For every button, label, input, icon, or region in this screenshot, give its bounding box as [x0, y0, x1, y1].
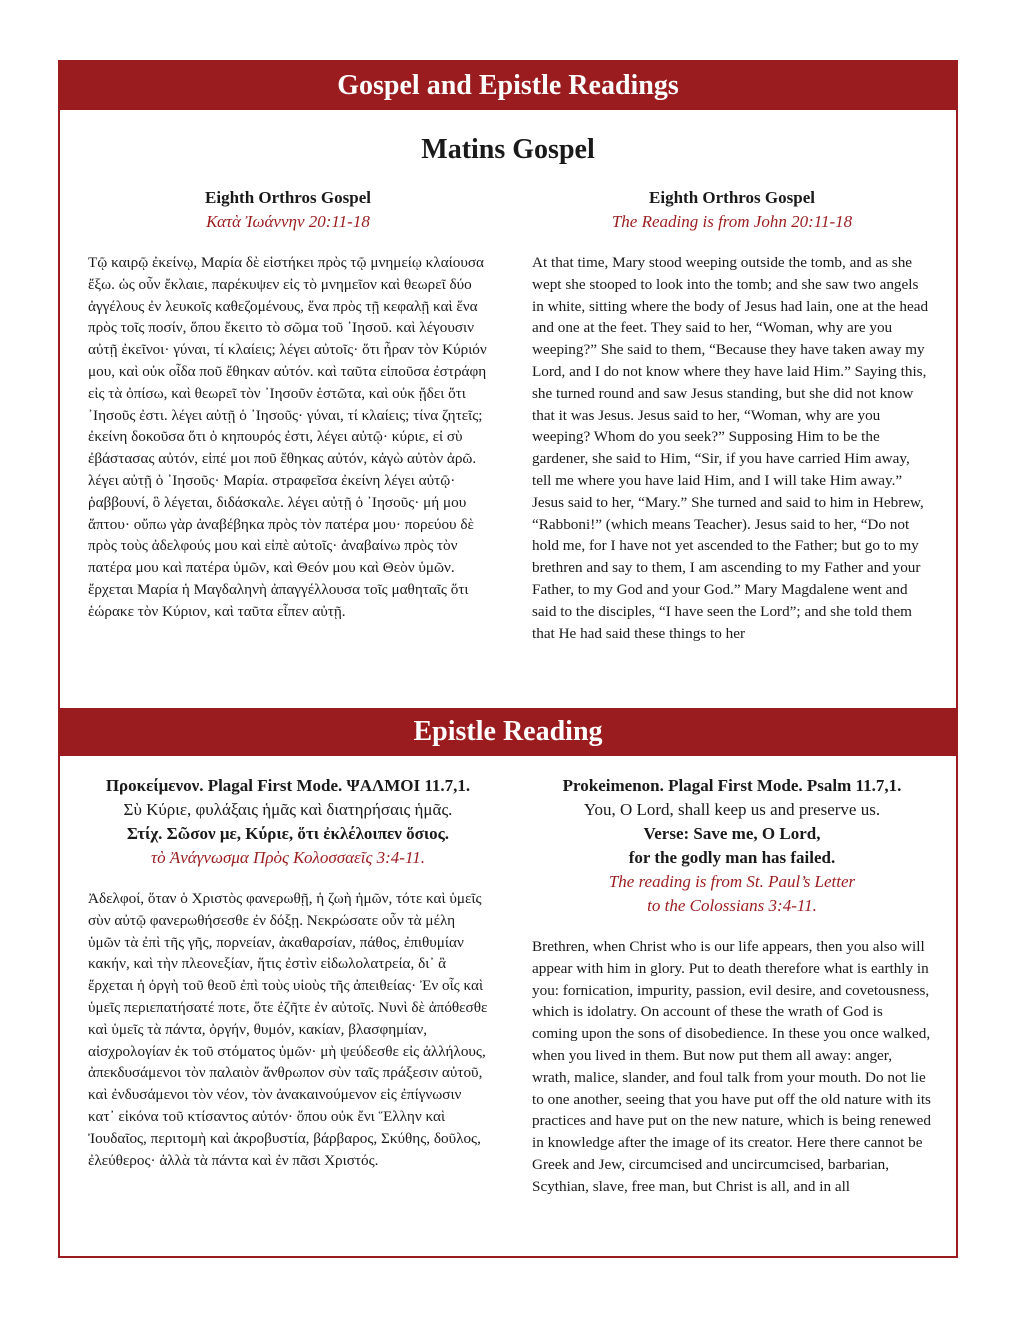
- epistle-english-reference-2: to the Colossians 3:4-11.: [647, 896, 817, 915]
- matins-gospel-title: Matins Gospel: [421, 134, 595, 165]
- epistle-greek-verse-line: Σὺ Κύριε, φυλάξαις ἡμᾶς καὶ διατηρήσαις ἡμᾶς.: [123, 800, 453, 819]
- gospel-greek-column: [88, 186, 488, 623]
- gospel-english-text: At that time, Mary stood weeping outside the tomb, and as she wept she stooped to look into the tomb; and she saw two angels in white, sitting where the body of Jesus had lain, one at the head and one at the feet. They said to her, “Woman, why are you weeping?” She said to them, “Because they have taken away my Lord, and I do not know where they have laid Him.” Saying this, she turned round and saw Jesus standing, but she did not know that it was Jesus. Jesus said to her, “Woman, why are you weeping? Whom do you seek?” Supposing Him to be the gardener, she said to Him, “Sir, if you have carried Him away, tell me where you have laid Him, and I will take Him away.” Jesus said to her, “Mary.” She turned and said to him in Hebrew, “Rabboni!” (which means Teacher). Jesus said to her, “Do not hold me, for I have not yet ascended to the Father; but go to my brethren and say to them, I am ascending to my Father and your Father, to my God and your God.” Mary Magdalene went and said to the disciples, “I have seen the Lord”; and she told them that He had said these things to her: [532, 254, 929, 642]
- epistle-greek-column: [88, 774, 488, 1171]
- epistle-greek-text: Ἀδελφοί, ὅταν ὁ Χριστὸς φανερωθῇ, ἡ ζωὴ ἡμῶν, τότε καὶ ὑμεῖς σὺν αὐτῷ φανερωθήσεσθε ἐν δόξῃ. Νεκρώσατε οὖν τὰ μέλη ὑμῶν τὰ ἐπὶ τῆς γῆς, πορνείαν, ἀκαθαρσίαν, πάθος, ἐπιθυμίαν κακήν, καὶ τὴν πλεονεξίαν, ἥτις ἐστὶν εἰδωλολατρεία, δι᾿ ἃ ἔρχεται ἡ ὀργὴ τοῦ θεοῦ ἐπὶ τοὺς υἱοὺς τῆς ἀπειθείας· Ἐν οἷς καὶ ὑμεῖς περιεπατήσατέ ποτε, ὅτε ἐζῆτε ἐν αὐτοῖς. Νυνὶ δὲ ἀπόθεσθε καὶ ὑμεῖς τὰ πάντα, ὀργήν, θυμόν, κακίαν, βλασφημίαν, αἰσχρολογίαν ἐκ τοῦ στόματος ὑμῶν· μὴ ψεύδεσθε εἰς ἀλλήλους, ἀπεκδυσάμενοι τὸν παλαιὸν ἄνθρωπον σὺν ταῖς πράξεσιν αὐτοῦ, καὶ ἐνδυσάμενοι τὸν νέον, τὸν ἀνακαινούμενον εἰς ἐπίγνωσιν κατ᾿ εἰκόνα τοῦ κτίσαντος αὐτόν· ὅπου οὐκ ἔνι Ἕλλην καὶ Ἰουδαῖος, περιτομὴ καὶ ἀκροβυστία, βάρβαρος, Σκύθης, δοῦλος, ἐλεύθερος· ἀλλὰ τὰ πάντα καὶ ἐν πᾶσι Χριστός.: [88, 890, 488, 1169]
- epistle-greek-reference: τὸ Ἀνάγνωσμα Πρὸς Κολοσσαεῖς 3:4-11.: [151, 848, 425, 867]
- gospel-english-column: [532, 186, 932, 644]
- gospel-english-heading: Eighth Orthros Gospel: [649, 188, 815, 207]
- epistle-banner-title: Epistle Reading: [413, 716, 603, 747]
- gospel-greek-header: [88, 186, 488, 234]
- gospel-greek-heading: Eighth Orthros Gospel: [205, 188, 371, 207]
- epistle-greek-stich: Στίχ. Σῶσον με, Κύριε, ὅτι ἐκλέλοιπεν ὅσιος.: [126, 824, 450, 843]
- gospel-banner: [60, 62, 956, 110]
- epistle-english-text: Brethren, when Christ who is our life appears, then you also will appear with him in glory. Put to death therefore what is earthly in you: fornication, impurity, passion, evil desire, and covetousness, which is idolatry. On account of these the wrath of God is coming upon the sons of disobedience. In these you once walked, when you lived in them. But now put them all away: anger, wrath, malice, slander, and foul talk from your mouth. Do not lie to one another, seeing that you have put off the old nature with its practices and have put on the new nature, which is being renewed in knowledge after the image of its creator. Here there cannot be Greek and Jew, circumcised and uncircumcised, barbarian, Scythian, slave, free man, but Christ is all, and in all: [532, 938, 931, 1195]
- gospel-banner-title: Gospel and Epistle Readings: [337, 70, 679, 101]
- gospel-english-reference: The Reading is from John 20:11-18: [611, 212, 853, 231]
- epistle-english-header: [532, 774, 932, 918]
- epistle-english-stich-2: for the godly man has failed.: [628, 848, 836, 867]
- epistle-english-stich-1: Verse: Save me, O Lord,: [643, 824, 821, 843]
- epistle-greek-header: [88, 774, 488, 870]
- gospel-greek-text: Τῷ καιρῷ ἐκείνῳ, Μαρία δὲ εἱστήκει πρὸς τῷ μνημείῳ κλαίουσα ἔξω. ὡς οὖν ἔκλαιε, παρέκυψεν εἰς τὸ μνημεῖον καὶ θεωρεῖ δύο ἀγγέλους ἐν λευκοῖς καθεζομένους, ἕνα πρὸς τῇ κεφαλῇ καὶ ἕνα πρὸς τοῖς ποσίν, ὅπου ἔκειτο τὸ σῶμα τοῦ ᾿Ιησοῦ. καὶ λέγουσιν αὐτῇ ἐκεῖνοι· γύναι, τί κλαίεις; λέγει αὐτοῖς· ὅτι ἦραν τὸν Κύριόν μου, καὶ οὐκ οἶδα ποῦ ἔθηκαν αὐτόν. καὶ ταῦτα εἰποῦσα ἐστράφη εἰς τὰ ὀπίσω, καὶ θεωρεῖ τὸν ᾿Ιησοῦν ἑστῶτα, καὶ οὐκ ᾔδει ὅτι ᾿Ιησοῦς ἐστι. λέγει αὐτῇ ὁ ᾿Ιησοῦς· γύναι, τί κλαίεις; τίνα ζητεῖς; ἐκείνη δοκοῦσα ὅτι ὁ κηπουρός ἐστι, λέγει αὐτῷ· κύριε, εἰ σὺ ἐβάστασας αὐτόν, εἰπέ μοι ποῦ ἔθηκας αὐτόν, κἀγὼ αὐτὸν ἀρῶ. λέγει αὐτῇ ὁ ᾿Ιησοῦς· Μαρία. στραφεῖσα ἐκείνη λέγει αὐτῷ· ῥαββουνί, ὃ λέγεται, διδάσκαλε. λέγει αὐτῇ ὁ ᾿Ιησοῦς· μή μου ἅπτου· οὔπω γὰρ ἀναβέβηκα πρὸς τὸν πατέρα μου· πορεύου δὲ πρὸς τοὺς ἀδελφούς μου καὶ εἰπὲ αὐτοῖς· ἀναβαίνω πρὸς τὸν πατέρα μου καὶ πατέρα ὑμῶν, καὶ Θεόν μου καὶ Θεὸν ὑμῶν. ἔρχεται Μαρία ἡ Μαγδαληνὴ ἀπαγγέλλουσα τοῖς μαθηταῖς ὅτι ἑώρακε τὸν Κύριον, καὶ ταῦτα εἶπεν αὐτῇ.: [88, 254, 487, 620]
- epistle-english-column: [532, 774, 932, 1198]
- epistle-banner: [60, 708, 956, 756]
- gospel-english-header: [532, 186, 932, 234]
- epistle-english-verse-line: You, O Lord, shall keep us and preserve us.: [583, 800, 881, 819]
- epistle-english-reference-1: The reading is from St. Paul’s Letter: [608, 872, 856, 891]
- readings-frame: [58, 60, 958, 1258]
- gospel-greek-reference: Κατὰ Ἰωάννην 20:11-18: [206, 212, 370, 231]
- epistle-english-prokeimenon: Prokeimenon. Plagal First Mode. Psalm 11.7,1.: [562, 776, 902, 795]
- epistle-greek-prokeimenon: Προκείμενον. Plagal First Mode. ΨΑΛΜΟΙ 11.7,1.: [105, 776, 471, 795]
